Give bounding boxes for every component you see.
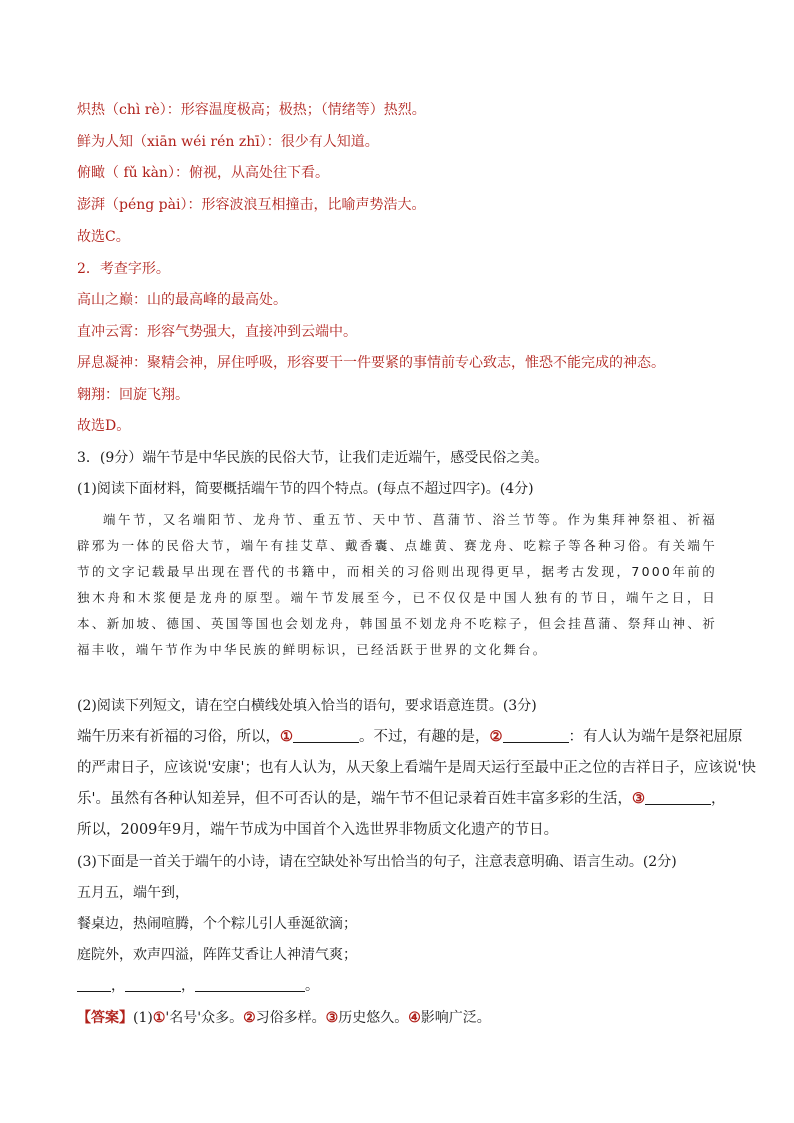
definition-fukan: 俯瞰（ fǔ kàn）：俯视，从高处往下看。 xyxy=(77,165,329,181)
answer-choice-c: 故选C。 xyxy=(77,229,130,245)
definition-gaoshanzhidian: 高山之巅：山的最高峰的最高处。 xyxy=(77,292,287,308)
subquestion-3: (3)下面是一首关于端午的小诗，请在空缺处补写出恰当的句子，注意表意明确、语言生动。(2分) xyxy=(77,854,677,870)
fill-blank-line-1: 端午历来有祈福的习俗，所以，① 。不过，有趣的是，② ：有人认为端午是祭祀屈原 xyxy=(77,728,743,745)
poem-line-1: 五月五，端午到， xyxy=(77,885,189,901)
definition-zhichongyunxiao: 直冲云霄：形容气势强大，直接冲到云端中。 xyxy=(77,324,357,340)
blank-1[interactable] xyxy=(293,728,359,743)
fill-blank-line-2: 的严肃日子，应该说'安康'；也有人认为，从天象上看端午是周天运行至最中正之位的吉祥日子，应该说'快 xyxy=(77,760,756,776)
answer-marker-3: ③ xyxy=(325,1010,339,1026)
poem-blank-2[interactable] xyxy=(125,977,181,992)
answer-marker-1: ① xyxy=(152,1010,166,1026)
circled-number-1: ① xyxy=(280,728,293,745)
definition-pingxininingshen: 屏息凝神：聚精会神，屏住呼吸，形容要干一件要紧的事情前专心致志，惟恐不能完成的神态。 xyxy=(77,355,665,371)
answer-line: 【答案】(1)①'名号'众多。②习俗多样。③历史悠久。④影响广泛。 xyxy=(77,1010,491,1026)
answer-marker-2: ② xyxy=(243,1010,256,1026)
fill-blank-line-3: 乐'。虽然有各种认知差异，但不可否认的是，端午节不但记录着百姓丰富多彩的生活，③ ， xyxy=(77,790,726,807)
definition-aoxiang: 翱翔：回旋飞翔。 xyxy=(77,387,189,403)
question-3-title: 3．(9分）端午节是中华民族的民俗大节，让我们走近端午，感受民俗之美。 xyxy=(77,450,549,466)
poem-blank-line: ， ， 。 xyxy=(77,976,717,996)
reading-passage: 端午节，又名端阳节、龙舟节、重五节、天中节、菖蒲节、浴兰节等。作为集拜神祭祖、祈福辟邪为一体的民俗大节，端午有挂艾草、戴香囊、点雄黄、赛龙舟、吃粽子等各种习俗。有关端午节的文字记载最早出现在晋代的书籍中，而相关的习俗则出现得更早，据考古发现，7000年前的独木舟和木浆便是龙舟的原型。端午节发展至今，已不仅仅是中国人独有的节日，端午之日，日本、新加坡、德国、英国等国也会划龙舟，韩国虽不划龙舟不吃粽子，但会挂菖蒲、祭拜山神、祈福丰收，端午节作为中华民族的鲜明标识，已经活跃于世界的文化舞台。 xyxy=(77,512,717,657)
answer-marker-4: ④ xyxy=(408,1010,421,1026)
blank-2[interactable] xyxy=(503,728,569,743)
circled-number-3: ③ xyxy=(631,790,645,807)
section-title-zixing: 2．考查字形。 xyxy=(77,261,170,277)
fill-blank-line-4: 所以，2009年9月，端午节成为中国首个入选世界非物质文化遗产的节日。 xyxy=(77,822,559,838)
subquestion-2: (2)阅读下列短文，请在空白横线处填入恰当的语句，要求语意连贯。(3分) xyxy=(77,698,537,714)
answer-tag: 【答案】 xyxy=(77,1010,133,1026)
definition-xianweirenzhi: 鲜为人知（xiān wéi rén zhī）：很少有人知道。 xyxy=(77,134,379,150)
poem-line-2: 餐桌边，热闹喧腾，个个粽儿引人垂涎欲滴； xyxy=(77,916,357,932)
subquestion-1: (1)阅读下面材料，简要概括端午节的四个特点。(每点不超过四字)。(4分) xyxy=(77,481,534,497)
answer-choice-d: 故选D。 xyxy=(77,418,131,434)
poem-blank-1[interactable] xyxy=(77,977,111,992)
definition-pengpai: 澎湃（péng pài）：形容波浪互相撞击，比喻声势浩大。 xyxy=(77,197,426,213)
blank-3[interactable] xyxy=(645,790,711,805)
poem-blank-3[interactable] xyxy=(195,977,305,992)
circled-number-2: ② xyxy=(489,728,503,745)
poem-line-3: 庭院外，欢声四溢，阵阵艾香让人神清气爽； xyxy=(77,947,357,963)
definition-chire: 炽热（chì rè）：形容温度极高；极热；（情绪等）热烈。 xyxy=(77,102,426,118)
